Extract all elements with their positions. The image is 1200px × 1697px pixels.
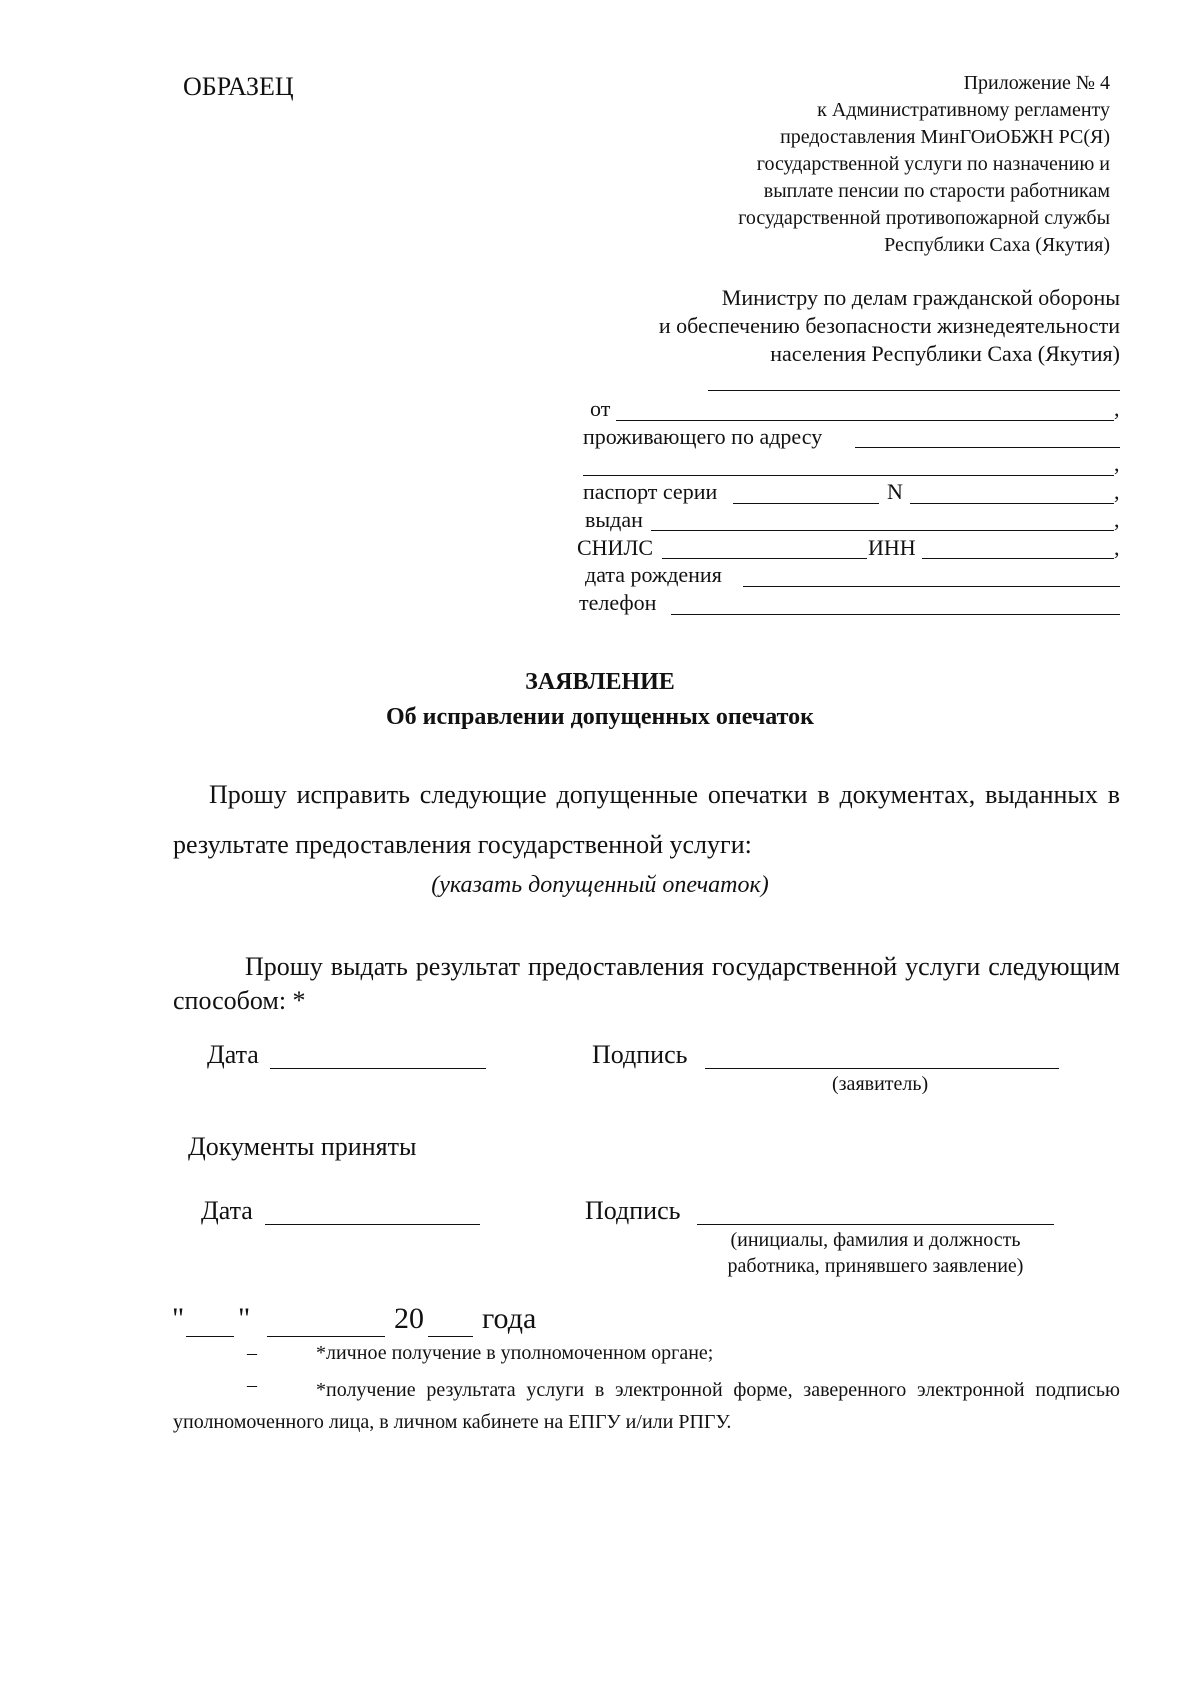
addressee-line: Министру по делам гражданской обороны: [721, 285, 1120, 310]
inn-field[interactable]: [922, 558, 1114, 559]
date-label: Дата: [201, 1196, 253, 1225]
signature-label: Подпись: [592, 1040, 688, 1069]
passport-number-field[interactable]: [910, 503, 1114, 504]
year-word: года: [482, 1302, 537, 1335]
year-prefix: 20: [394, 1302, 424, 1335]
date-field[interactable]: [270, 1068, 486, 1069]
footnote-text: *получение результата услуги в электронной форме, заверенного электронной подписью уполномоченного лица, в личном кабинете на ЕПГУ и/или РПГУ.: [173, 1379, 1120, 1433]
passport-number-label: N: [887, 479, 903, 504]
issued-field[interactable]: [651, 530, 1114, 531]
appendix-line: предоставления МинГОиОБЖН РС(Я): [780, 126, 1110, 148]
addressee-line: населения Республики Саха (Якутия): [770, 341, 1120, 366]
close-quote: ": [238, 1302, 251, 1335]
comma: ,: [1114, 451, 1120, 476]
sample-mark: ОБРАЗЕЦ: [183, 72, 294, 101]
address-field-continued[interactable]: [583, 475, 1114, 476]
document-subtitle: Об исправлении допущенных опечаток: [386, 704, 814, 730]
birth-date-label: дата рождения: [585, 562, 722, 587]
footnote-text: *личное получение в уполномоченном органе;: [316, 1342, 714, 1364]
document-title: ЗАЯВЛЕНИЕ: [525, 669, 675, 695]
applicant-caption: (заявитель): [832, 1073, 929, 1095]
address-label: проживающего по адресу: [583, 424, 823, 449]
signature-label: Подпись: [585, 1196, 681, 1225]
open-quote: ": [172, 1302, 185, 1335]
comma: ,: [1114, 479, 1120, 504]
signature-field[interactable]: [705, 1068, 1059, 1069]
month-field[interactable]: [267, 1336, 385, 1337]
documents-accepted-label: Документы приняты: [188, 1132, 417, 1161]
address-field[interactable]: [855, 447, 1120, 448]
typo-hint: (указать допущенный опечаток): [431, 872, 769, 898]
comma: ,: [1114, 507, 1120, 532]
birth-date-field[interactable]: [743, 586, 1120, 587]
request-typos-paragraph: Прошу исправить следующие допущенные опечатки в документах, выданных в результате предоставления государственной услуги:: [173, 780, 1120, 859]
appendix-line: Республики Саха (Якутия): [884, 234, 1110, 256]
request-delivery-paragraph: Прошу выдать результат предоставления государственной услуги следующим способом: *: [173, 952, 1120, 1015]
staff-caption-line: работника, принявшего заявление): [727, 1255, 1024, 1277]
date-field[interactable]: [265, 1224, 480, 1225]
signature-field[interactable]: [697, 1224, 1054, 1225]
comma: ,: [1114, 396, 1120, 421]
staff-caption-line: (инициалы, фамилия и должность: [730, 1229, 1021, 1251]
year-field[interactable]: [428, 1336, 473, 1337]
day-field[interactable]: [186, 1336, 234, 1337]
passport-series-field[interactable]: [733, 503, 879, 504]
snils-label: СНИЛС: [577, 535, 654, 560]
footnote-dash: –: [247, 1342, 257, 1364]
phone-field[interactable]: [671, 614, 1120, 615]
footnote-dash: –: [247, 1374, 257, 1396]
inn-label: ИНН: [868, 535, 916, 560]
date-label: Дата: [207, 1040, 259, 1069]
issued-label: выдан: [585, 507, 643, 532]
snils-field[interactable]: [662, 558, 867, 559]
from-label: от: [590, 396, 611, 421]
appendix-line: Приложение № 4: [963, 72, 1110, 94]
name-blank-line[interactable]: [708, 390, 1120, 391]
appendix-line: государственной противопожарной службы: [738, 207, 1110, 229]
from-field[interactable]: [616, 420, 1114, 421]
appendix-line: к Административному регламенту: [817, 99, 1110, 121]
comma: ,: [1114, 535, 1120, 560]
addressee-line: и обеспечению безопасности жизнедеятельности: [658, 313, 1120, 338]
phone-label: телефон: [579, 590, 657, 615]
appendix-line: выплате пенсии по старости работникам: [763, 180, 1110, 202]
appendix-line: государственной услуги по назначению и: [756, 153, 1110, 175]
passport-series-label: паспорт серии: [583, 479, 718, 504]
